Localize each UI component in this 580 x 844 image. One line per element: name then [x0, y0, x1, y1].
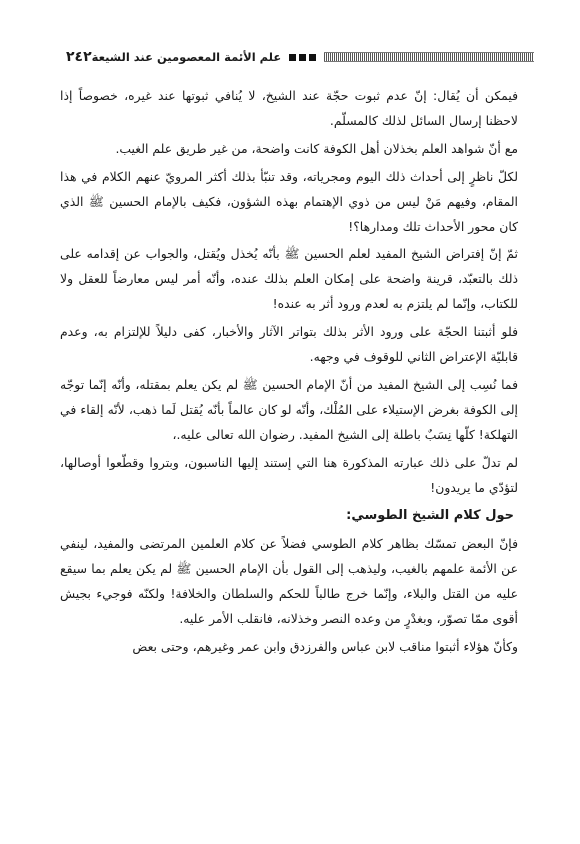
page-number: ٢٤٢	[66, 49, 92, 65]
header-hatched-rule	[324, 52, 534, 62]
paragraph-2: مع أنّ شواهد العلم بخذلان أهل الكوفة كانت واضحة، من غير طريق علم الغيب.	[115, 140, 518, 156]
paragraph-1: فيمكن أن يُقال: إنّ عدم ثبوت حجّة عند الشيخ، لا يُنافي ثبوتها عند غيره، خصوصاً إذا لاحظنا إرسال السائل لذلك كالمسلّم.	[60, 88, 518, 128]
running-header	[58, 44, 534, 70]
section-heading: حول كلام الشيخ الطوسي:	[346, 507, 514, 523]
paragraph-5: فلو أثبتنا الحجّة على ورود الأثر بذلك بتواتر الآثار والأخبار، كفى دليلاً للإلتزام به، وعدم قابليّة الإعتراض الثاني للوقوف في وجهه.	[60, 324, 518, 365]
paragraph-7: لم تدلّ على ذلك عبارته المذكورة هنا التي إستند إليها الناسبون، وبتروا وقطّعوا أوصالها، لتؤدّي ما يريدون!	[60, 454, 518, 495]
paragraph-8: فإنّ البعض تمسّك بظاهر كلام الطوسي فضلاً عن كلام العلمين المرتضى والمفيد، لينفي عن الأئمة علمهم بالغيب، وليذهب إلى القول بأن الإمام الحسين ﷺ لم يكن يعلم بما سيقع عليه من القتل والبلاء، وإنّما خرج طالباً للحكم والسلطان والخلافة! ولكنّه فوجيء بجيش أقوى ممّا تصوّر، وبغدْرٍ من وعده النصر وخذلانه، فانقلب الأمر عليه.	[60, 536, 518, 627]
header-ornament-squares	[289, 54, 316, 61]
paragraph-6: فما نُسِب إلى الشيخ المفيد من أنّ الإمام الحسين ﷺ لم يكن يعلم بمقتله، وأنّه إنّما توجّه إلى الكوفة بغرض الإستيلاء على المُلْك، وأنّه لو كان عالماً بأنّه يُقتل لَما ذهب، لأنّه إلقاء في التهلكة! كلّها نِسَبٌ باطلة إلى الشيخ المفيد. رضوان الله تعالى عليه.،	[60, 376, 518, 442]
paragraph-3: لكلّ ناظرٍ إلى أحداث ذلك اليوم ومجرياته، وقد تنبّأ بذلك أكثر المرويّ عنهم الكلام في هذا المقام، وفيهم مَنْ ليس من ذوي الإهتمام بهذه الشؤون، فكيف بالإمام الحسين ﷺ الذي كان محور الأحداث تلك ومدارها؟!	[60, 168, 518, 234]
paragraph-9: وكأنّ هؤلاء أثبتوا مناقب لابن عباس والفرزدق وابن عمر وغيرهم، وحتى بعض	[132, 639, 518, 655]
page-body	[60, 84, 518, 663]
running-title: علم الأئمة المعصومين عند الشيعة	[91, 50, 282, 64]
paragraph-4: ثمّ إنّ إفتراض الشيخ المفيد لعلم الحسين ﷺ بأنّه يُخذل ويُقتل، والجواب عن إقدامه على ذلك بالتعبّد، قرينة واضحة على إمكان العلم بذلك عنده، وأنّه أمر ليس معارضاً للعقل ولا للكتاب، وإنّما لم يلتزم به لعدم ورود أثر به عنده!	[60, 246, 518, 312]
